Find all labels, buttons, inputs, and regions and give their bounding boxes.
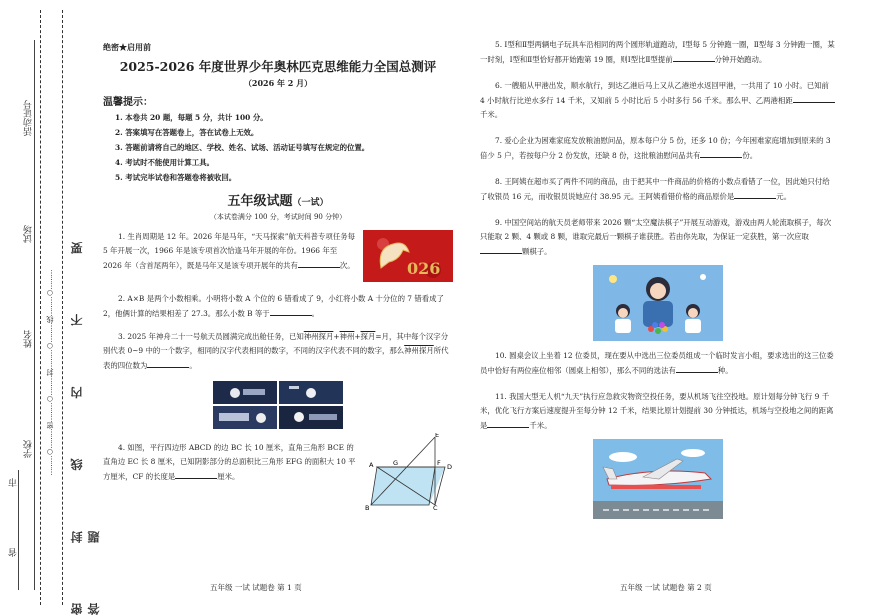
- question-7: 7. 爱心企业为困难家庭发放粮油慰问品，原本每户分 5 份，还多 10 份；今年困难家庭增加到原来的 3 倍少 5 户，若按每户分 2 份发放，还缺 8 份，这批粮油慰问品共有 份。: [480, 136, 831, 160]
- point-label-g: G: [393, 459, 399, 467]
- answer-blank: [676, 363, 718, 373]
- parallelogram-figure: [363, 433, 453, 511]
- school-label: 学校: [24, 440, 34, 458]
- field-underline: [34, 40, 36, 590]
- svg-text:026: 026: [407, 259, 441, 278]
- question-1-text: 1. 生肖周期是 12 年。2026 年是马年，“天马探索”航天科普专项任务每 5 年开展一次，1966 年是该专项首次恰逢马年开展的年份。1966 年至 2026 年（含首尾两年），既是马年又是该专项开展年的共有 次。: [103, 232, 355, 270]
- room-label: 试场: [24, 225, 34, 243]
- exam-note: （本试卷满分 100 分，考试时间 90 分钟）: [209, 213, 347, 221]
- tip-item: 5. 考试完毕试卷和答题卷将被收回。: [115, 173, 237, 182]
- tip-item: 1. 本卷共 20 题，每题 5 分，共计 100 分。: [115, 113, 268, 122]
- point-label-e: E: [435, 433, 440, 439]
- question-10: 10. 圆桌会议上坐着 12 位委员，现在要从中选出三位委员组成一个临时发言小组，要求选出的这三位委员中恰好有两位座位相邻（圆桌上相邻），那么不同的选法有 种。: [480, 351, 834, 375]
- answer-blank: [175, 469, 217, 479]
- tips-heading: 温馨提示：: [103, 97, 153, 108]
- question-9: 9. 中国空间站的航天员老师带来 2026 颗“太空魔法棋子”开展互动游戏，游戏由两人轮流取棋子，每次只能取 2 颗、4 颗或 8 颗，谁取完最后一颗棋子谁获胜。若由你先取，为保证一定获胜，第一次应取颗棋子。: [480, 218, 832, 256]
- seal-dots: ………○………密………○………封………○………线………○………: [46, 270, 54, 476]
- point-label-c: C: [433, 504, 438, 511]
- equation-term: 神州: [339, 332, 355, 341]
- question-3: 3. 2025 年神舟二十一号航天员圆满完成出舱任务，已知神州探月+神州+探月=月，其中每个汉字分别代表 0~9 中的一个数字，相同的汉字代表相同的数字，不同的汉字代表不同的数字，那么神州探月所代表的四位数为 。: [103, 332, 449, 370]
- seal-instruction: 密 封 线 内 不 要 答 题: [70, 214, 101, 615]
- right-page: [480, 38, 835, 519]
- province-label: 省: [9, 548, 19, 557]
- left-page: [103, 40, 453, 511]
- answer-blank: [480, 244, 522, 254]
- drone-airplane-image: [593, 439, 723, 519]
- question-11: 11. 我国大型无人机“九天”执行应急救灾物资空投任务，要从机场飞往空投地。原计划每分钟飞行 9 千米，优化飞行方案后速度提升至每分钟 12 千米，结果比原计划提前 30 分钟抵达，机场与空投地之间的距离是 千米。: [480, 392, 834, 430]
- field-underline: [18, 470, 20, 590]
- equation-term: 神州探月: [404, 346, 434, 355]
- footer-left: 五年级 一试 试题卷 第 1 页: [210, 583, 302, 592]
- city-label: 市: [9, 478, 19, 487]
- exam-title: 2025-2026 年度世界少年奥林匹克思维能力全国总测评: [119, 59, 437, 74]
- grade-title: [103, 195, 453, 210]
- point-label-d: D: [447, 463, 453, 471]
- answer-blank: [147, 358, 189, 368]
- tip-item: 4. 考试时不能使用计算工具。: [115, 158, 214, 167]
- question-4-text: 4. 如图，平行四边形 ABCD 的边 BC 长 10 厘米，直角三角形 BCE 的直角边 EC 长 8 厘米，已知阴影部分的总面积比三角形 EFG 的面积大 10 平方厘米，CF 的长度是 厘米。: [103, 443, 356, 481]
- binding-strip: [0, 0, 101, 615]
- question-1: [103, 230, 453, 282]
- horse-2026-image: [363, 230, 453, 282]
- question-4: [103, 433, 453, 511]
- round-text: （一试）: [292, 198, 329, 208]
- question-8: 8. 王阿姨在超市买了两件不同的商品，由于把其中一件商品的价格的小数点看错了一位，因此她只付给了收银员 16 元，而收银员说她应付 38.95 元。王阿姨看错价格的商品原价是 元。: [480, 177, 830, 201]
- answer-blank: [487, 418, 529, 428]
- name-label: 姓名: [24, 330, 34, 348]
- answer-blank: [700, 148, 742, 158]
- answer-blank: [270, 306, 312, 316]
- exam-date: （2026 年 2 月）: [243, 78, 313, 88]
- binding-dash-line: [40, 10, 41, 605]
- answer-blank: [298, 258, 340, 268]
- secret-mark: 绝密★启用前: [103, 42, 151, 52]
- answer-blank: [673, 52, 715, 62]
- grade-title-text: 五年级试题: [227, 194, 293, 209]
- equation-term: 探月: [360, 332, 376, 341]
- footer-right: 五年级 一试 试题卷 第 2 页: [620, 583, 712, 592]
- point-label-f: F: [437, 459, 441, 467]
- equation-term: 神州探月: [303, 332, 334, 341]
- question-5: 5. Ⅰ型和Ⅱ型两辆电子玩具车沿相同的两个圆形轨道跑动，Ⅰ型每 5 分钟跑一圈，Ⅱ型每 3 分钟跑一圈，某一时刻，Ⅰ型和Ⅱ型恰好都开始跑第 19 圈，则Ⅰ型比Ⅱ型提前 分钟开始跑动。: [480, 40, 835, 64]
- point-label-a: A: [369, 461, 374, 469]
- tip-item: 3. 答题前请将自己的地区、学校、姓名、试场、活动证号填写在规定的位置。: [115, 143, 370, 152]
- point-label-b: B: [365, 504, 370, 511]
- astronaut-images: [213, 381, 343, 429]
- question-6: 6. 一艘船从甲港出发，顺水航行，到达乙港后马上又从乙港逆水返回甲港，一共用了 10 小时。已知前 4 小时航行比逆水多行 14 千米，又知前 5 小时比后 5 小时多行 56 千米。那么甲、乙两港相距千米。: [480, 79, 835, 122]
- answer-blank: [793, 93, 835, 103]
- seal-dash-line: [62, 10, 63, 605]
- answer-blank: [734, 189, 776, 199]
- id-label: 活动证号: [24, 100, 34, 136]
- astronaut-teacher-image: [593, 265, 723, 341]
- tip-item: 2. 答案填写在答题卷上，答在试卷上无效。: [115, 128, 259, 137]
- question-2: 2. A×B 是两个小数相乘。小明将小数 A 个位的 6 错看成了 9，小红将小数 A 十分位的 7 错看成了 2，他俩计算的结果相差了 27.3。那么小数 B 等于 。: [103, 294, 444, 318]
